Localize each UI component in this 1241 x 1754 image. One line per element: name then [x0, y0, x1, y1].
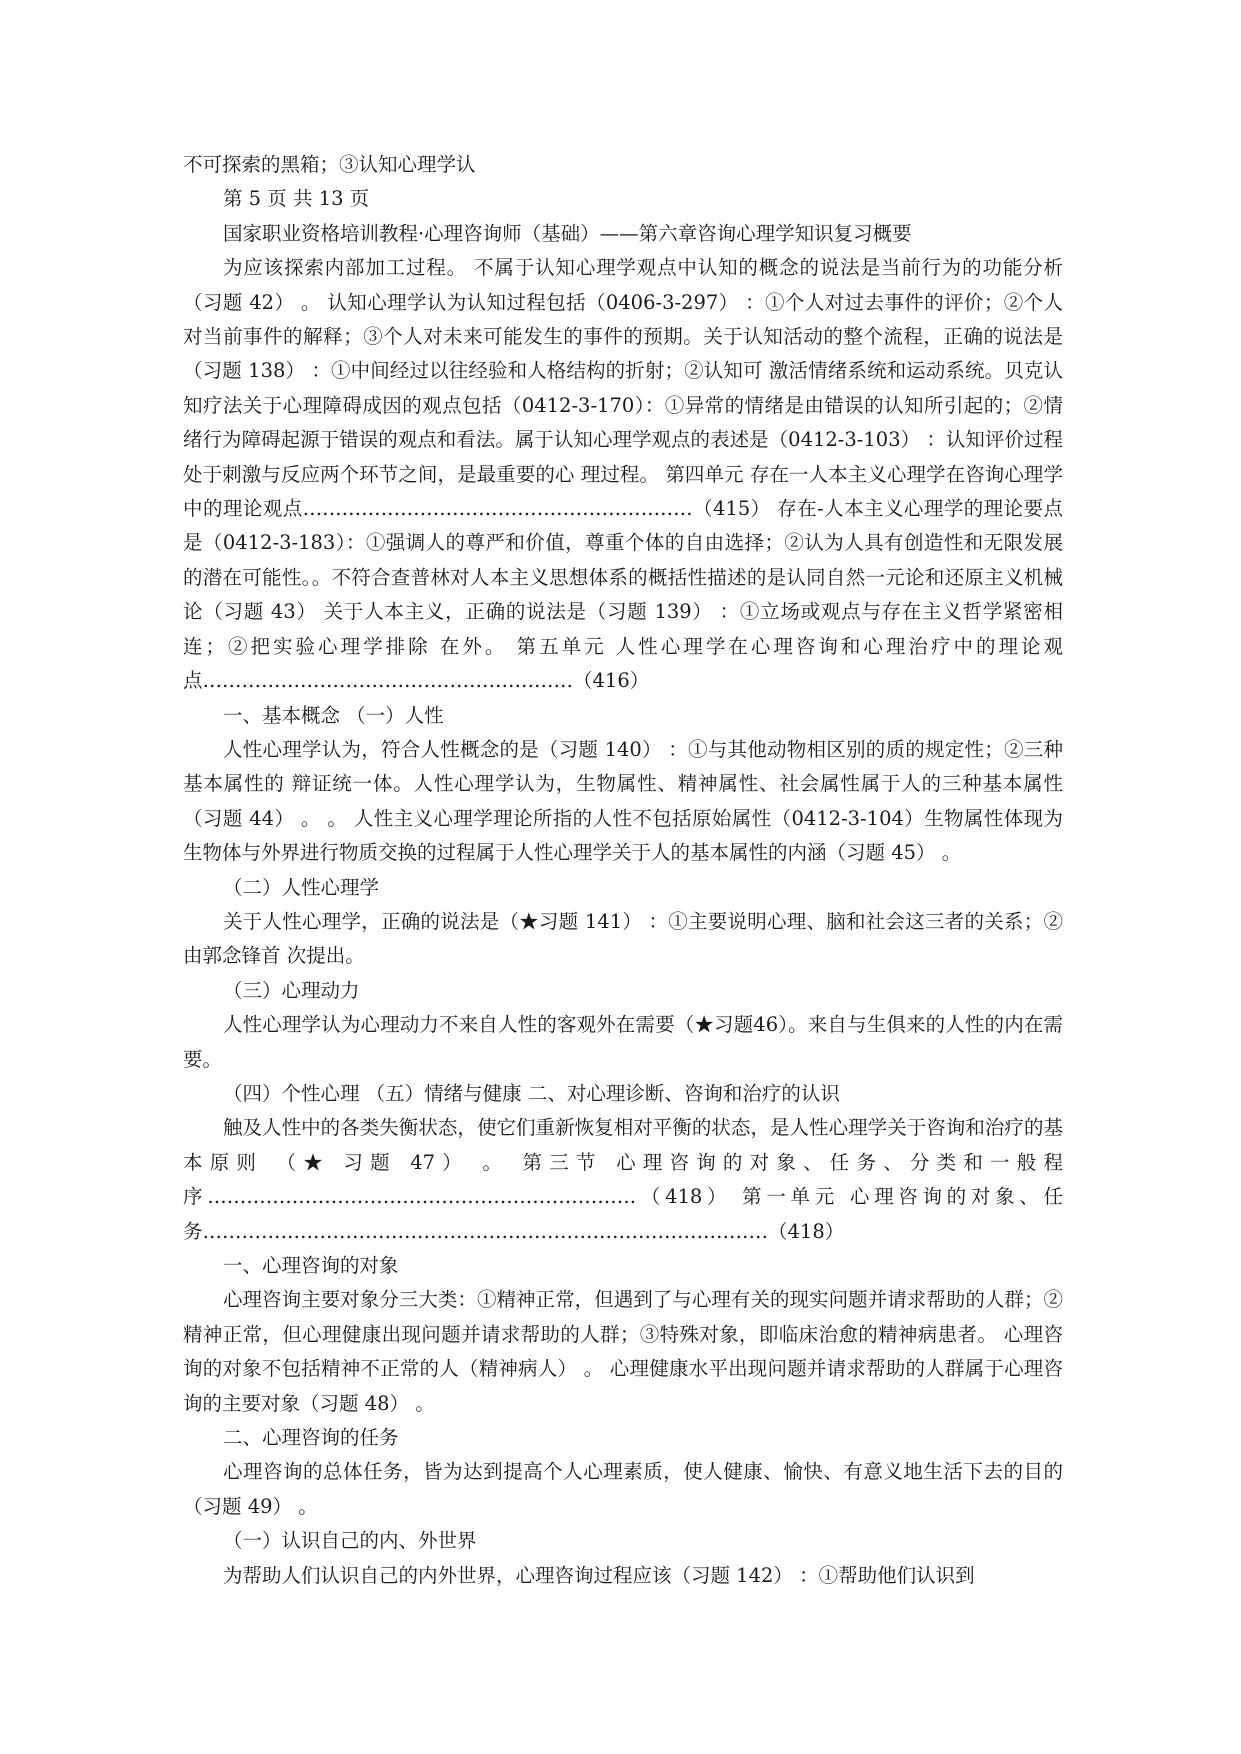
paragraph-cognitive-psychology: 为应该探索内部加工过程。 不属于认知心理学观点中认知的概念的说法是当前行为的功能分析（习题 42） 。 认知心理学认为认知过程包括（0406-3-297） ：①个人对过去事件的评价；②个人对当前事件的解释；③个人对未来可能发生的事件的预期。关于认知活动的整个流程，正确的说法是（习题 138） ：①中间经过以往经验和人格结构的折射；②认知可 激活情绪系统和运动系统。贝克认知疗法关于心理障碍成因的观点包括（0412-3-170）：①异常的情绪是由错误的认知所引起的；②情绪行为障碍起源于错误的观点和看法。属于认知心理学观点的表述是（0412-3-103） ：认知评价过程处于刺激与反应两个环节之间，是最重要的心 理过程。 第四单元 存在一人本主义心理学在咨询心理学中的理论观点……………………………………………………（415） 存在-人本主义心理学的理论要点是（0412-3-183）：①强调人的尊严和价值，尊重个体的自由选择；②认为人具有创造性和无限发展的潜在可能性。。不符合查普林对人本主义思想体系的概括性描述的是认同自然一元论和还原主义机械论（习题 43） 关于人本主义，正确的说法是（习题 139） ：①立场或观点与存在主义哲学紧密相连；②把实验心理学排除 在外。 第五单元 人性心理学在心理咨询和心理治疗中的理论观点…………………………………………………（416） [183, 256, 1063, 693]
paragraph-counseling-principles: 触及人性中的各类失衡状态，使它们重新恢复相对平衡的状态，是人性心理学关于咨询和治疗的基本原则 （★ 习题 47） 。 第三节 心理咨询的对象、任务、分类和一般程序…………………………………………………………（418） 第一单元 心理咨询的对象、任务……………………………………………………………………………（418） [183, 1116, 1063, 1243]
heading-basic-concepts: 一、基本概念 （一）人性 [222, 703, 444, 727]
heading-counseling-objects: 一、心理咨询的对象 [222, 1254, 399, 1277]
paragraph-human-nature-psychology: 关于人性心理学，正确的说法是（★习题 141） ：①主要说明心理、脑和社会这三者的关系；②由郭念锋首 次提出。 [183, 909, 1063, 968]
document-body [183, 148, 1063, 1593]
heading-personality-emotion: （四）个性心理 （五）情绪与健康 二、对心理诊断、咨询和治疗的认识 [222, 1081, 840, 1105]
heading-psychological-dynamics: （三）心理动力 [222, 978, 360, 1002]
heading-human-nature-psychology: （二）人性心理学 [222, 875, 379, 899]
heading-counseling-tasks: 二、心理咨询的任务 [222, 1426, 399, 1450]
paragraph-human-nature: 人性心理学认为，符合人性概念的是（习题 140） ：①与其他动物相区别的质的规定性；②三种基本属性的 辩证统一体。人性心理学认为，生物属性、精神属性、社会属性属于人的三种基本属性（习题 44） 。 。 人性主义心理学理论所指的人性不包括原始属性（0412-3-104）生物属性体现为生物体与外界进行物质交换的过程属于人性心理学关于人的基本属性的内涵（习题 45） 。 [183, 737, 1063, 865]
paragraph-counseling-objects: 心理咨询主要对象分三大类：①精神正常，但遇到了与心理有关的现实问题并请求帮助的人群；②精神正常，但心理健康出现问题并请求帮助的人群；③特殊对象，即临床治愈的精神病患者。 心理咨询的对象不包括精神不正常的人（精神病人） 。 心理健康水平出现问题并请求帮助的人群属于心理咨询的主要对象（习题 48） 。 [183, 1288, 1063, 1415]
paragraph-inner-outer-world: 为帮助人们认识自己的内外世界，心理咨询过程应该（习题 142） ：①帮助他们认识到 [222, 1563, 975, 1587]
running-header: 国家职业资格培训教程·心理咨询师（基础）——第六章咨询心理学知识复习概要 [222, 221, 912, 245]
paragraph-psychological-dynamics: 人性心理学认为心理动力不来自人性的客观外在需要（★习题46）。来自与生俱来的人性的内在需要。 [183, 1013, 1063, 1071]
paragraph-counseling-tasks: 心理咨询的总体任务，皆为达到提高个人心理素质，使人健康、愉快、有意义地生活下去的目的（习题 49） 。 [183, 1460, 1063, 1518]
paragraph-continuation: 不可探索的黑箱；③认知心理学认 [183, 153, 476, 176]
page-number-line: 第 5 页 共 13 页 [222, 187, 370, 211]
heading-inner-outer-world: （一）认识自己的内、外世界 [222, 1529, 477, 1553]
